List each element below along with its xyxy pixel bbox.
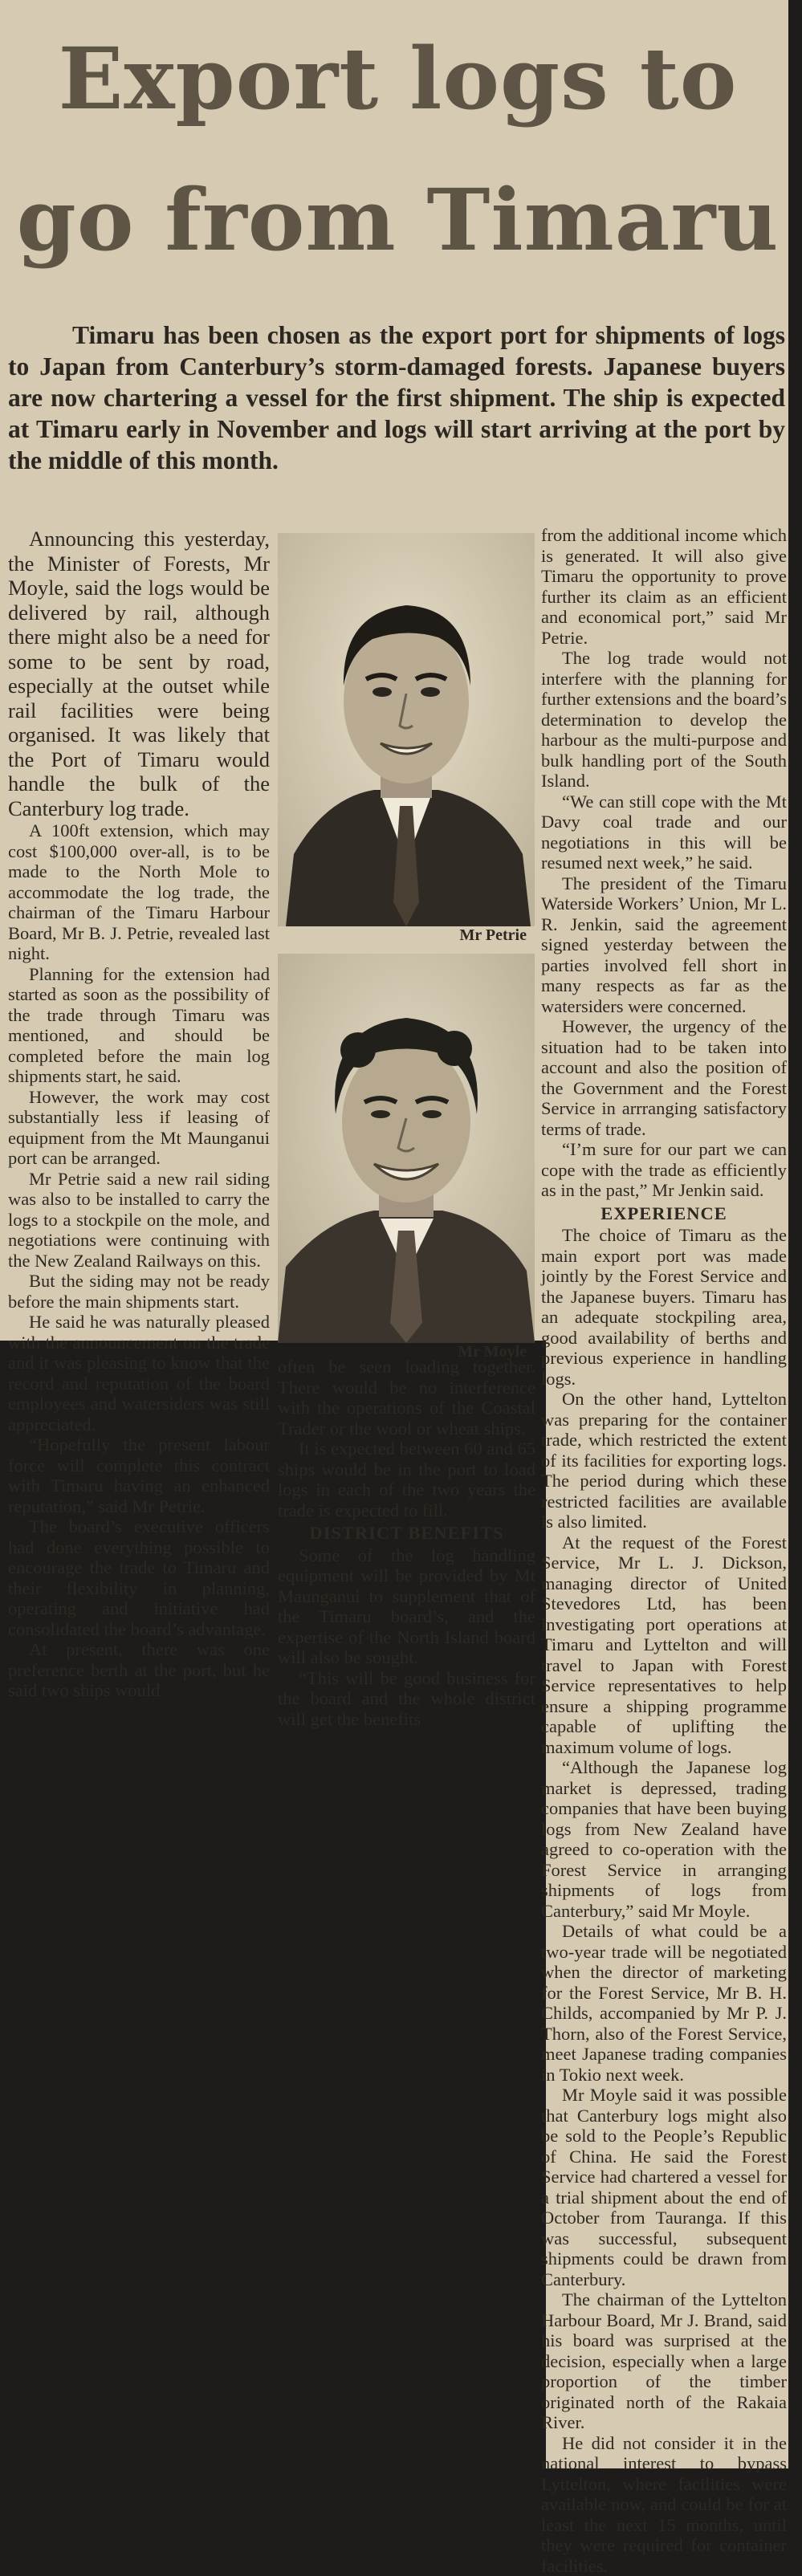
column-2 [278, 1357, 535, 1729]
paragraph: On the other hand, Lyttelton was preparing for the container trade, which restricted the extent of its facilities for exporting logs. The period during which these restricted facilities are available is also limited. [541, 1389, 787, 1532]
portrait-petrie-image [278, 533, 535, 926]
paragraph: from the additional income which is generated. It will also give Timaru the opportunity to prove further its claim as an efficient and economical port,” said Mr Petrie. [541, 525, 787, 648]
paragraph: “Although the Japanese log market is depressed, trading companies that have been buying logs from New Zealand have agreed to co-operation with the Forest Service in arranging shipments of logs from Canterbury,” said Mr Moyle. [541, 1757, 787, 1921]
intro-paragraph: Timaru has been chosen as the export port for shipments of logs to Japan from Canterbury’s storm-damaged forests. Japanese buyers are now chartering a vessel for the first shipment. The ship is expected at Timaru early in November and logs will start arriving at the port by the middle of this month. [8, 319, 785, 476]
paragraph: At the request of the Forest Service, Mr L. J. Dickson, managing director of United Stevedores Ltd, has been investigating port operations at Timaru and Lyttelton and will travel to Japan with Forest Service representatives to help ensure a shipping programme capable of uplifting the maximum volume of logs. [541, 1532, 787, 1758]
paragraph: often be seen loading together. There would be no interference with the operations of the Coastal Trader or the wool or wheat ships. [278, 1357, 535, 1439]
portrait-moyle-image [278, 954, 535, 1343]
paragraph: But the siding may not be ready before the main shipments start. [8, 1271, 270, 1312]
paragraph: Mr Petrie said a new rail siding was also to be installed to carry the logs to a stockpile on the mole, and negotiations were continuing with the New Zealand Railways on this. [8, 1169, 270, 1272]
headline-line-1: Export logs to [14, 8, 781, 149]
caption-moyle: Mr Moyle [270, 1343, 527, 1361]
paragraph: It is expected between 60 and 65 ships would be in the port to load logs in each of the two years the trade is expected to fill. [278, 1439, 535, 1520]
photo-petrie [278, 533, 535, 926]
headline [14, 8, 781, 291]
paragraph: The log trade would not interfere with the planning for further extensions and the board’s determination to develop the harbour as the multi-purpose and bulk handling port of the South Island. [541, 648, 787, 792]
paragraph: “This will be good business for the board and the whole district will get the benefits [278, 1668, 535, 1730]
photo-moyle [278, 954, 535, 1343]
paragraph: He said he was naturally pleased with the announcement on the trade and it was pleasing to know that the record and reputation of the board employees and watersiders was still appreciated. [8, 1312, 270, 1435]
paragraph: “We can still cope with the Mt Davy coal trade and our negotiations in this will be resumed next week,” he said. [541, 792, 787, 873]
paragraph: The board’s executive officers had done everything possible to encourage the trade to Timaru and their flexibility in planning, operating and initiative had consolidated the board’s advantage. [8, 1516, 270, 1639]
paragraph: Planning for the extension had started as soon as the possibility of the trade through Timaru was mentioned, and should be completed before the main log shipments start, he said. [8, 964, 270, 1087]
paragraph: Mr Moyle said it was possible that Canterbury logs might also be sold to the People’s Republic of China. He said the Forest Service had chartered a vessel for a trial shipment about the end of October from Tauranga. If this was successful, subsequent shipments could be drawn from Canterbury. [541, 2085, 787, 2289]
paragraph: “Hopefully the present labour force will complete this contract with Timaru having an enhanced reputation,” said Mr Petrie. [8, 1435, 270, 1516]
background-dark-edge [788, 0, 802, 2468]
caption-petrie: Mr Petrie [270, 926, 527, 945]
paragraph: At present, there was one preference berth at the port, but he said two ships would [8, 1639, 270, 1701]
column-1 [8, 527, 270, 1701]
paragraph: The choice of Timaru as the main export port was made jointly by the Forest Service and the Japanese buyers. Timaru has an adequate stockpiling area, good availability of berths and previous experience in handling logs. [541, 1225, 787, 1389]
paragraph: The president of the Timaru Waterside Workers’ Union, Mr L. R. Jenkin, said the agreement signed yesterday between the parties involved fell short in many respects as far as the watersiders were concerned. [541, 873, 787, 1017]
paragraph: However, the urgency of the situation had to be taken into account and also the position of the Government and the Forest Service in arrranging satisfactory terms of trade. [541, 1016, 787, 1139]
paragraph: Announcing this yesterday, the Minister of Forests, Mr Moyle, said the logs would be delivered by rail, although there might also be a need for some to be sent by road, especially at the outset while rail facilities were being organised. It was likely that the Port of Timaru would handle the bulk of the Canterbury log trade. [8, 527, 270, 820]
subheading-district-benefits: DISTRICT BENEFITS [278, 1523, 535, 1544]
headline-line-2: go from Timaru [14, 149, 781, 291]
paragraph: The chairman of the Lyttelton Harbour Board, Mr J. Brand, said his board was surprised at the decision, especially when a large proportion of the timber originated north of the Rakaia River. [541, 2289, 787, 2433]
paragraph: Some of the log handling equipment will be provided by Mt Maunganui to supplement that of the Timaru board’s, and the expertise of the North Island board will also be sought. [278, 1545, 535, 1668]
paragraph: Details of what could be a two-year trade will be negotiated when the director of marketing for the Forest Service, Mr B. H. Childs, accompanied by Mr P. J. Thorn, also of the Forest Service, meet Japanese trading companies in Tokio next week. [541, 1921, 787, 2085]
paragraph: “I’m sure for our part we can cope with the trade as efficiently as in the past,” Mr Jenkin said. [541, 1139, 787, 1201]
subheading-experience: EXPERIENCE [541, 1203, 787, 1224]
paragraph: However, the work may cost substantially less if leasing of equipment from the Mt Maunganui port can be arranged. [8, 1087, 270, 1169]
paragraph: He did not consider it in the national interest to bypass Lyttelton, where facilities were available now, and could be for at least the next 15 months, until they were required for container facilities. [541, 2433, 787, 2576]
paragraph: A 100ft extension, which may cost $100,000 over-all, is to be made to the North Mole to accommodate the log trade, the chairman of the Timaru Harbour Board, Mr B. J. Petrie, revealed last night. [8, 820, 270, 964]
column-3 [541, 525, 787, 2576]
